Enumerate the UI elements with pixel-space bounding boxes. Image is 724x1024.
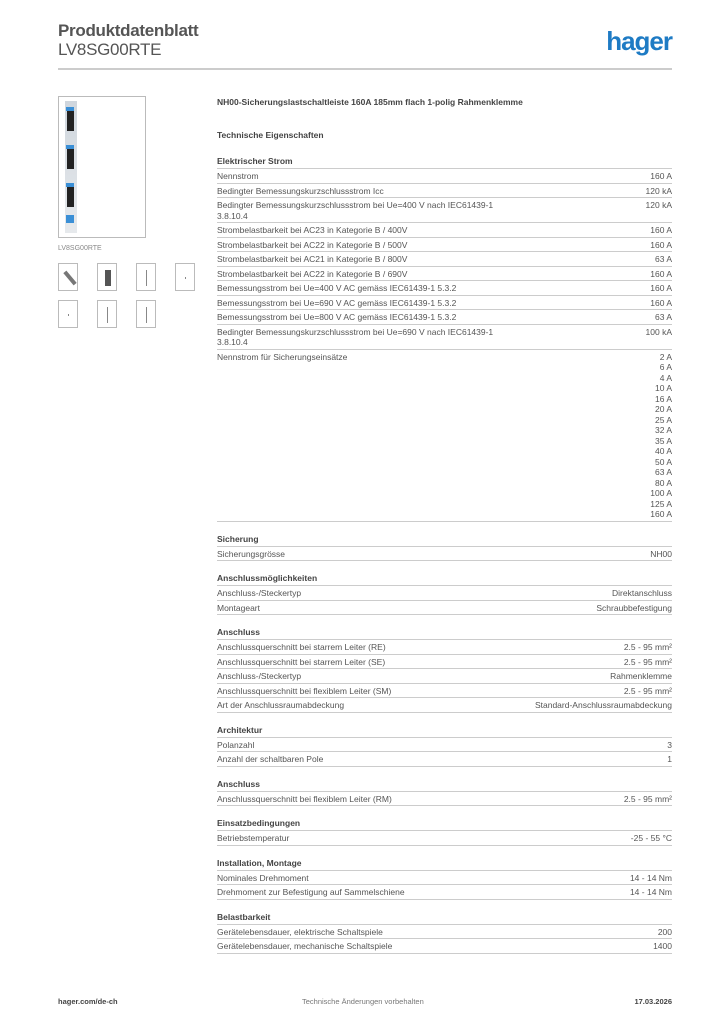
section-heading: Belastbarkeit [217,912,672,925]
blue-marker [66,183,74,187]
spec-value: 14 - 14 Nm [629,872,672,883]
spec-row [217,198,672,223]
product-code: LV8SG00RTE [58,40,162,59]
spec-value: 160 A [650,297,672,308]
spec-label: Bedingter Bemessungskurzschlussstrom bei Ue=400 V nach IEC61439-1 3.8.10.4 [217,200,494,221]
spec-value-item: 4 A [659,372,672,383]
section-heading: Anschlussmöglichkeiten [217,573,672,586]
spec-value: 160 A [650,239,672,250]
thumbnail[interactable] [136,263,156,291]
spec-row [217,885,672,900]
thumbnail[interactable] [97,300,117,328]
spec-value-item: 63 A [654,467,672,477]
spec-value: 120 kA [645,185,672,196]
spec-label: Anschlussquerschnitt bei starrem Leiter (SE) [217,656,386,667]
spec-value [650,352,672,520]
spec-value: 200 [657,926,672,937]
spec-value: 160 A [650,225,672,235]
spec-label: Bedingter Bemessungskurzschlussstrom Icc [217,185,384,196]
spec-value-item: 160 A [650,509,672,519]
spec-value: 2.5 - 95 mm² [623,685,672,696]
spec-label: Anschlussquerschnitt bei flexiblem Leiter (RM) [217,793,392,804]
thumbnail[interactable] [58,300,78,328]
blue-marker [66,107,74,111]
spec-row [217,252,672,267]
header-divider [58,68,672,70]
footer-website[interactable]: hager.com/de-ch [58,997,118,1006]
spec-value-item: 2 A [659,351,672,362]
section-heading: Sicherung [217,534,672,547]
spec-value-item: 10 A [654,383,672,393]
spec-value-item: 35 A [654,435,672,446]
spec-value-item: 20 A [654,404,672,414]
spec-value-item: 25 A [654,414,672,425]
spec-row [217,169,672,184]
spec-row [217,223,672,238]
spec-value: 2.5 - 95 mm² [623,656,672,667]
spec-value: Standard-Anschlussraumabdeckung [534,700,672,710]
spec-row [217,698,672,713]
spec-value: Rahmenklemme [610,671,672,681]
section-title: Technische Eigenschaften [217,130,324,140]
spec-label: Gerätelebensdauer, mechanische Schaltspiele [217,941,393,951]
spec-row [217,752,672,767]
section-heading: Architektur [217,725,672,738]
thumbnail[interactable] [97,263,117,291]
spec-value: NH00 [650,548,672,559]
hager-logo: hager [606,26,672,56]
spec-row [217,310,672,325]
spec-value: Direktanschluss [612,588,672,598]
spec-label: Montageart [217,602,260,613]
spec-row [217,831,672,846]
spec-value: 1 [667,754,672,764]
fuse-holder [67,111,74,131]
spec-value: 100 kA [645,326,672,337]
spec-row [217,547,672,562]
spec-value-item: 80 A [654,477,672,488]
spec-row [217,281,672,296]
fuse-holder [67,187,74,207]
spec-label: Art der Anschlussraumabdeckung [217,700,345,710]
spec-value-item: 50 A [654,456,672,467]
fuse-holder [67,149,74,169]
spec-value: 63 A [654,254,672,264]
spec-label: Bedingter Bemessungskurzschlussstrom bei Ue=690 V nach IEC61439-1 3.8.10.4 [217,326,494,347]
spec-label: Bemessungsstrom bei Ue=400 V AC gemäss IEC61439-1 5.3.2 [217,283,457,293]
spec-value: 1400 [653,941,672,951]
thumbnail[interactable] [136,300,156,328]
spec-row [217,871,672,886]
spec-label: Sicherungsgrösse [217,548,286,559]
spec-row [217,655,672,670]
spec-row [217,738,672,753]
spec-label: Strombelastbarkeit bei AC22 in Kategorie B / 500V [217,239,408,250]
spec-value: -25 - 55 °C [630,833,672,843]
spec-row [217,296,672,311]
spec-label: Strombelastbarkeit bei AC21 in Kategorie B / 800V [217,254,408,264]
spec-label: Bemessungsstrom bei Ue=690 V AC gemäss IEC61439-1 5.3.2 [217,297,457,308]
image-label: LV8SG00RTE [58,245,102,252]
spec-value: 14 - 14 Nm [629,887,672,897]
spec-value: Schraubbefestigung [596,602,672,613]
spec-row [217,684,672,699]
blue-marker [66,215,74,223]
spec-row [217,601,672,616]
spec-row [217,325,672,350]
spec-row [217,939,672,954]
spec-value: 2.5 - 95 mm² [623,642,672,652]
spec-value-item: 100 A [650,488,672,498]
spec-label: Anschlussquerschnitt bei starrem Leiter (RE) [217,642,386,652]
spec-value: 3 [667,739,672,750]
spec-label: Strombelastbarkeit bei AC22 in Kategorie B / 690V [217,268,408,279]
thumbnail[interactable] [175,263,195,291]
spec-value: 2.5 - 95 mm² [623,793,672,804]
spec-label: Anschluss-/Steckertyp [217,588,302,598]
page-title: Produktdatenblatt [58,21,199,40]
spec-label: Nennstrom für Sicherungseinsätze [217,351,348,362]
spec-row [217,792,672,807]
spec-label: Anschluss-/Steckertyp [217,671,302,681]
section-heading: Anschluss [217,779,672,792]
spec-label: Polanzahl [217,739,255,750]
spec-value-item: 32 A [654,425,672,435]
spec-value: 160 A [650,171,672,181]
spec-row [217,184,672,199]
spec-label: Drehmoment zur Befestigung auf Sammelschiene [217,887,405,897]
section-heading: Anschluss [217,627,672,640]
spec-label: Gerätelebensdauer, elektrische Schaltspiele [217,926,383,937]
product-description: NH00-Sicherungslastschaltleiste 160A 185mm flach 1-polig Rahmenklemme [217,97,523,107]
spec-row [217,586,672,601]
spec-label: Nominales Drehmoment [217,872,309,883]
blue-marker [66,145,74,149]
footer-date: 17.03.2026 [634,997,672,1006]
spec-value: 63 A [654,312,672,322]
spec-value-item: 16 A [654,393,672,404]
spec-value-item: 6 A [659,362,672,372]
spec-row [217,350,672,522]
spec-row [217,925,672,940]
spec-label: Strombelastbarkeit bei AC23 in Kategorie B / 400V [217,225,408,235]
thumbnail[interactable] [58,263,78,291]
spec-row [217,640,672,655]
spec-label: Anschlussquerschnitt bei flexiblem Leiter (SM) [217,685,392,696]
spec-value: 120 kA [645,200,672,210]
spec-row [217,267,672,282]
spec-label: Nennstrom [217,171,259,181]
spec-value-item: 40 A [654,446,672,456]
section-heading: Einsatzbedingungen [217,818,672,831]
spec-value: 160 A [650,268,672,279]
product-image[interactable] [58,96,146,238]
section-heading: Elektrischer Strom [217,156,672,169]
section-heading: Installation, Montage [217,858,672,871]
spec-row [217,238,672,253]
spec-label: Bemessungsstrom bei Ue=800 V AC gemäss IEC61439-1 5.3.2 [217,312,457,322]
spec-label: Betriebstemperatur [217,833,290,843]
spec-label: Anzahl der schaltbaren Pole [217,754,324,764]
footer-note: Technische Änderungen vorbehalten [302,997,424,1006]
spec-table [217,156,672,954]
spec-value: 160 A [650,283,672,293]
spec-row [217,669,672,684]
spec-value-item: 125 A [650,498,672,509]
